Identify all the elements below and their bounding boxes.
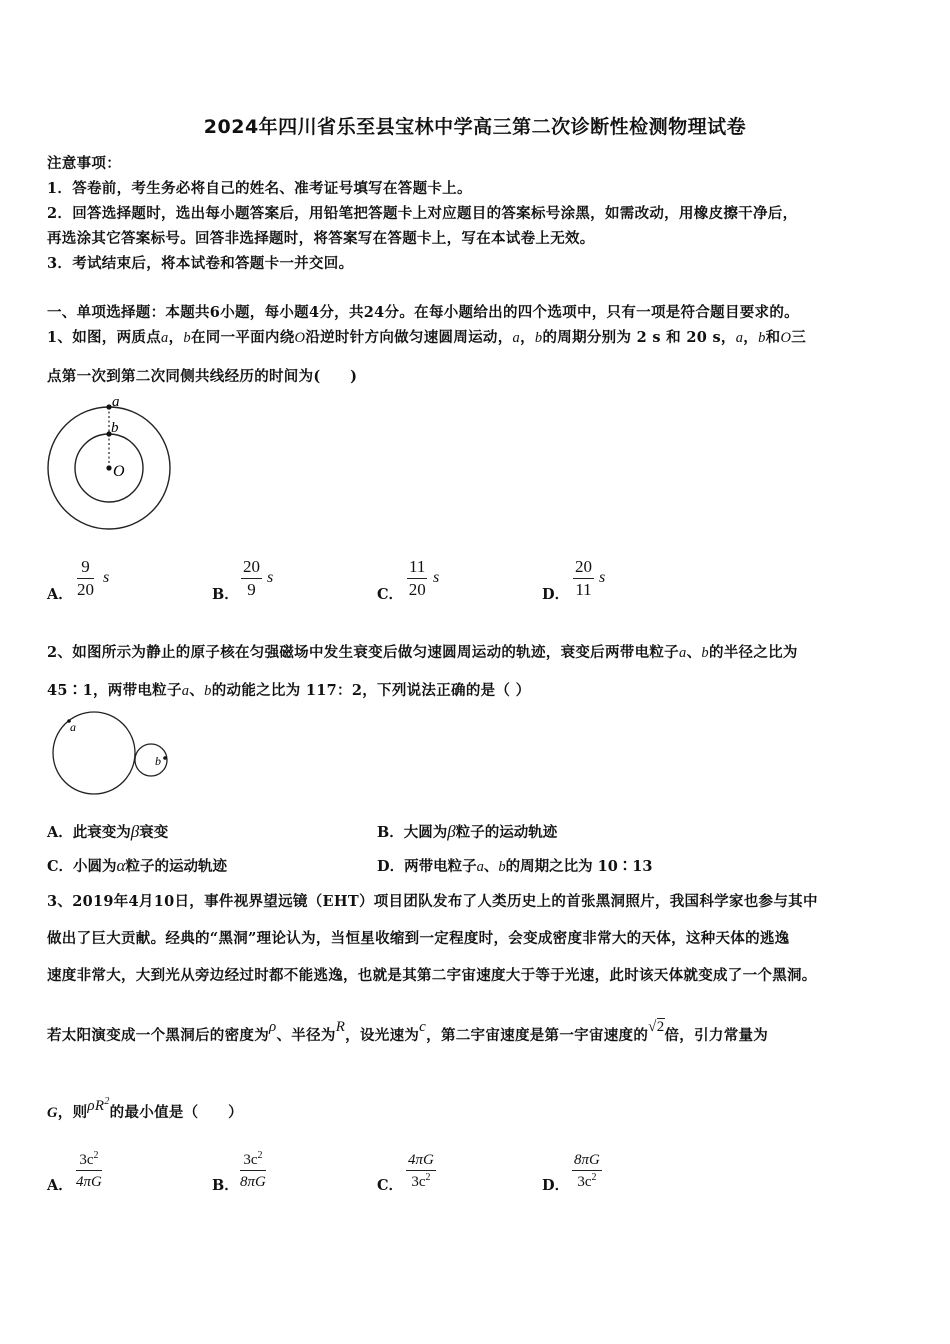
q2-option-b-text: 粒子的运动轨迹: [455, 824, 558, 841]
q2-var-a: a: [181, 683, 190, 699]
q3-option-a-fraction[interactable]: [76, 1150, 102, 1191]
numerator-base: 3c: [79, 1152, 94, 1168]
q3-option-d-fraction[interactable]: [572, 1150, 602, 1191]
fraction-numerator: [406, 1150, 436, 1171]
q3-text: ，则: [57, 1104, 88, 1121]
q2-figure: [50, 708, 172, 800]
fraction-denominator: 11: [575, 580, 592, 599]
beta-symbol: β: [447, 822, 456, 841]
large-orbit: [53, 712, 135, 794]
q3-line-4: [47, 1019, 769, 1045]
q2-line-1: [47, 641, 798, 662]
numerator-exponent: 2: [257, 1150, 263, 1161]
q3-option-c-fraction[interactable]: [406, 1150, 436, 1191]
fraction-numerator: 11: [407, 557, 427, 579]
q3-option-b-label[interactable]: B．: [212, 1177, 239, 1194]
q2-var-b: b: [498, 859, 506, 875]
notice-item-1: 1．答卷前，考生务必将自己的姓名、准考证号填写在答题卡上。: [47, 180, 472, 197]
q1-var-b: b: [758, 330, 766, 346]
q3-text: 倍，引力常量为: [664, 1027, 769, 1044]
q1-option-d-fraction[interactable]: [573, 557, 594, 600]
fraction-denominator: 20: [77, 580, 94, 599]
fraction-numerator: 20: [573, 557, 594, 579]
q1-text: 的周期分别为 2 s 和 20 s，: [542, 329, 736, 346]
fraction-numerator: 20: [241, 557, 262, 579]
alpha-symbol: α: [116, 856, 126, 875]
section-heading: 一、单项选择题：本题共6小题，每小题4分，共24分。在每小题给出的四个选项中，只有一项是符合题目要求的。: [47, 304, 799, 321]
point-o-dot: [106, 465, 111, 470]
label-o: O: [113, 463, 125, 480]
q1-option-c-fraction[interactable]: [407, 557, 427, 600]
notice-item-2: 2．回答选择题时，选出每小题答案后，用铅笔把答题卡上对应题目的答案标号涂黑，如需改动，用橡皮擦干净后，: [47, 205, 798, 222]
q2-option-b[interactable]: [377, 821, 557, 842]
beta-symbol: β: [130, 822, 140, 841]
q2-option-d-text: 的周期之比为 10∶13: [505, 858, 653, 875]
q3-line-1: 3、2019年4月10日，事件视界望远镜（EHT）项目团队发布了人类历史上的首张黑洞照片，我国科学家也参与其中: [47, 893, 818, 910]
fraction-numerator: 9: [77, 557, 94, 579]
q3-line-3: 速度非常大，大到光从旁边经过时都不能逃逸，也就是其第二宇宙速度大于等于光速，此时该天体就变成了一个黑洞。: [47, 967, 817, 984]
q3-option-c-label[interactable]: C．: [377, 1177, 404, 1194]
point-a-dot: [106, 404, 111, 409]
q2-var-a: a: [679, 645, 687, 661]
sqrt-icon: √: [648, 1019, 657, 1035]
q2-text: 、: [189, 682, 205, 699]
q2-line-2: [47, 679, 530, 700]
denominator-exponent: 2: [425, 1172, 431, 1183]
q1-figure: [44, 396, 174, 536]
q1-var-o: O: [294, 330, 306, 346]
q1-line-1: [47, 326, 806, 347]
q1-text: 三: [791, 329, 807, 346]
page-title: 2024年四川省乐至县宝林中学高三第二次诊断性检测物理试卷: [203, 116, 747, 138]
q2-text: 45∶1，两带电粒子: [47, 682, 182, 699]
q1-text: ，: [520, 329, 535, 346]
q2-option-b-text: B．大圆为: [377, 824, 448, 841]
q2-option-a-text: A．此衰变为: [47, 824, 131, 841]
q2-text: 2、如图所示为静止的原子核在匀强磁场中发生衰变后做匀速圆周运动的轨迹，衰变后两带电粒子: [47, 644, 679, 661]
q1-text: 沿逆时针方向做匀速圆周运动，: [305, 329, 513, 346]
q1-option-b-fraction[interactable]: [241, 557, 262, 600]
q1-var-o: O: [780, 330, 792, 346]
q3-option-d-label[interactable]: D．: [542, 1177, 570, 1194]
notice-item-2-cont: 再选涂其它答案标号。回答非选择题时，将答案写在答题卡上，写在本试卷上无效。: [47, 230, 595, 247]
label-a: a: [70, 720, 76, 734]
q1-text: 在同一平面内绕: [190, 329, 295, 346]
fraction-denominator: [406, 1171, 436, 1191]
q1-option-a-label[interactable]: A．: [47, 586, 73, 603]
rho-r-exponent: 2: [104, 1096, 110, 1107]
q3-option-a-label[interactable]: A．: [47, 1177, 73, 1194]
q3-line-2: 做出了巨大贡献。经典的“黑洞”理论认为，当恒星收缩到一定程度时，会变成密度非常大的天体，这种天体的逃逸: [47, 930, 790, 947]
fraction-numerator: [76, 1150, 102, 1171]
q1-var-a: a: [735, 330, 744, 346]
rho-r-squared: [87, 1098, 109, 1114]
q1-text: 1、如图，两质点: [47, 329, 161, 346]
q1-var-b: b: [534, 330, 543, 346]
radius-symbol: R: [335, 1019, 346, 1035]
q3-text: ，第二宇宙速度是第一宇宙速度的: [426, 1027, 649, 1044]
q2-option-d[interactable]: [377, 855, 652, 876]
q1-line-2: 点第一次到第二次同侧共线经历的时间为( ): [47, 368, 358, 385]
q3-text: 、半径为: [276, 1027, 336, 1044]
q1-var-b: b: [183, 330, 191, 346]
denominator-base: 8πG: [240, 1174, 266, 1190]
q1-option-b-label[interactable]: B．: [212, 586, 239, 603]
fraction-numerator: [240, 1150, 266, 1171]
fraction-denominator: 20: [408, 580, 426, 599]
label-b: b: [111, 420, 119, 436]
fraction-denominator: [572, 1171, 602, 1191]
label-a: a: [112, 396, 120, 410]
denominator-base: 3c: [577, 1174, 592, 1190]
fraction-denominator: 9: [247, 580, 256, 599]
q1-text: ，: [168, 329, 184, 346]
notice-item-3: 3．考试结束后，将本试卷和答题卡一并交回。: [47, 255, 354, 272]
q2-text: 的半径之比为: [708, 644, 798, 661]
q2-option-d-text: D．两带电粒子: [377, 858, 477, 875]
light-speed-symbol: c: [419, 1019, 427, 1035]
q2-option-c-text: 粒子的运动轨迹: [125, 858, 227, 875]
fraction-denominator: [76, 1171, 102, 1191]
label-b: b: [155, 754, 161, 768]
denominator-base: 4πG: [76, 1174, 102, 1190]
q1-option-b-unit: s: [267, 569, 274, 586]
q2-option-c[interactable]: [47, 855, 227, 876]
q2-text: 的动能之比为 117：2，下列说法正确的是（ ）: [211, 682, 531, 699]
gravity-constant-symbol: G: [47, 1105, 58, 1121]
denominator-base: 3c: [411, 1174, 426, 1190]
fraction-denominator: [240, 1171, 266, 1191]
q1-var-a: a: [512, 330, 521, 346]
q3-line-5: [47, 1096, 243, 1122]
q1-text: ，: [743, 329, 759, 346]
q1-option-a-fraction[interactable]: [77, 557, 94, 600]
q3-text: ，设光速为: [345, 1027, 420, 1044]
small-orbit: [135, 744, 167, 776]
q2-option-c-text: C．小圆为: [47, 858, 117, 875]
numerator-exponent: 2: [93, 1150, 99, 1161]
numerator-base: 8πG: [574, 1152, 600, 1168]
q2-option-a-text: 衰变: [139, 824, 169, 841]
q1-option-d-unit: s: [599, 569, 606, 586]
q2-var-b: b: [204, 683, 212, 699]
q1-option-a-unit: s: [103, 569, 110, 586]
sqrt-expression: [648, 1019, 664, 1035]
q1-text: 和: [765, 329, 781, 346]
q1-var-a: a: [161, 330, 169, 346]
denominator-exponent: 2: [591, 1172, 597, 1183]
q3-text: 的最小值是（ ）: [109, 1104, 243, 1121]
q2-var-b: b: [701, 645, 709, 661]
q1-option-d-label[interactable]: D．: [542, 586, 570, 603]
fraction-numerator: [572, 1150, 602, 1171]
numerator-base: 3c: [243, 1152, 258, 1168]
notice-heading: 注意事项：: [47, 155, 121, 172]
q2-option-d-text: 、: [483, 858, 499, 875]
q2-option-a[interactable]: [47, 821, 168, 842]
q1-option-c-label[interactable]: C．: [377, 586, 404, 603]
q1-option-c-unit: s: [433, 569, 440, 586]
particle-b-dot: [163, 756, 167, 760]
rho-symbol: ρ: [269, 1019, 277, 1035]
q2-var-a: a: [476, 859, 484, 875]
numerator-base: 4πG: [408, 1152, 434, 1168]
rho-r-base: ρR: [87, 1098, 105, 1114]
sqrt-radicand: 2: [656, 1019, 665, 1035]
q3-text: 若太阳演变成一个黑洞后的密度为: [47, 1027, 269, 1044]
q2-text: 、: [686, 644, 702, 661]
q3-option-b-fraction[interactable]: [240, 1150, 266, 1191]
